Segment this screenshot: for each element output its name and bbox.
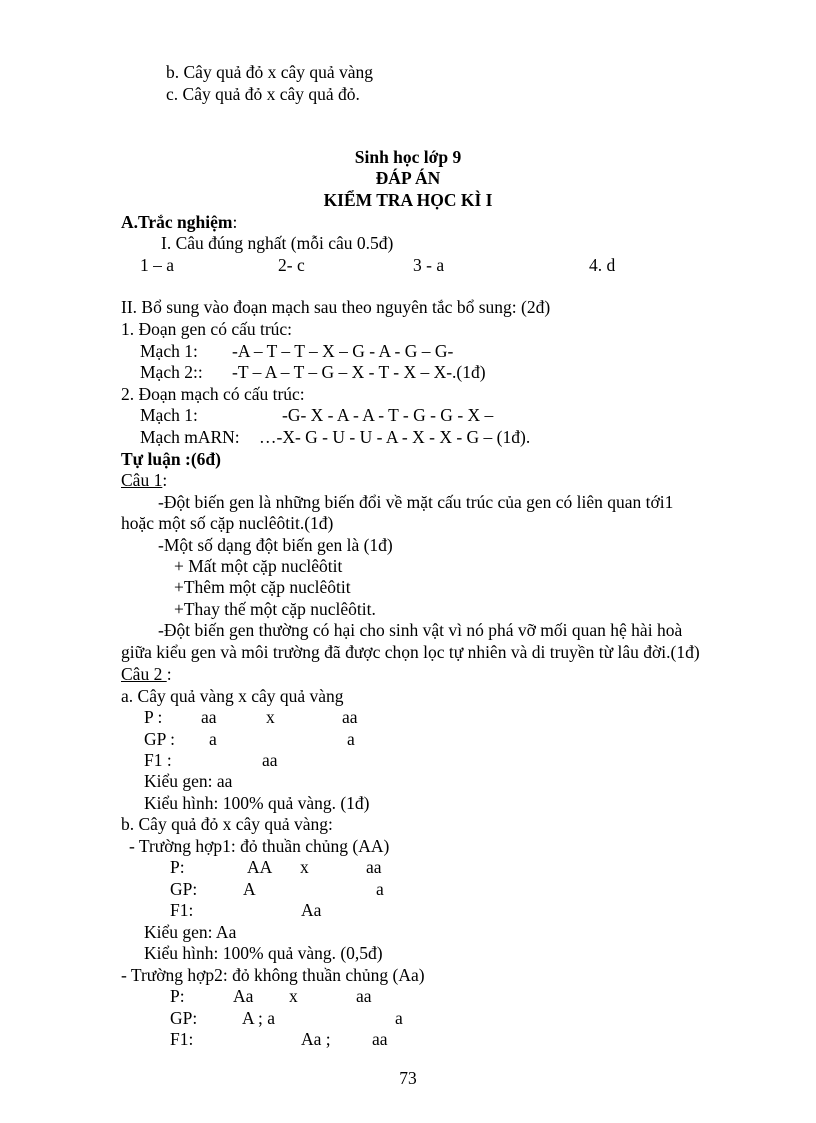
- case-b1-title: - Trường hợp1: đỏ thuần chủng (AA): [129, 836, 390, 856]
- case-a-p-label: P :: [144, 707, 163, 727]
- mach2-sequence: -T – A – T – G – X - T - X – X-.(1đ): [232, 362, 486, 382]
- case-a-genotype: Kiểu gen: aa: [144, 771, 233, 791]
- case-b2-f1-offspring-1: Aa ;: [301, 1029, 331, 1049]
- section-1-title: I. Câu đúng nghất (mỗi câu 0.5đ): [161, 233, 394, 253]
- exam-title: KIỂM TRA HỌC KÌ I: [323, 190, 493, 210]
- mach1-sequence: -A – T – T – X – G - A - G – G-: [232, 341, 454, 361]
- case-a-f1-offspring: aa: [262, 750, 278, 770]
- case-b-title: b. Cây quả đỏ x cây quả vàng:: [121, 814, 333, 834]
- answer-1: 1 – a: [140, 255, 175, 275]
- segment-mach1-sequence: -G- X - A - A - T - G - G - X –: [282, 405, 494, 425]
- case-b1-genotype: Kiểu gen: Aa: [144, 922, 237, 942]
- case-b2-p-parent-2: aa: [356, 986, 372, 1006]
- case-b1-phenotype: Kiểu hình: 100% quả vàng. (0,5đ): [144, 943, 383, 963]
- question-2-heading: [121, 664, 172, 685]
- question-1-label: Câu 1: [121, 470, 163, 490]
- case-b1-gp-label: GP:: [170, 879, 198, 899]
- q1-line-5: giữa kiểu gen và môi trường đã được chọn lọc tự nhiên và di truyền từ lâu đời.(1đ): [121, 642, 700, 662]
- case-b2-gp-gamete-2: a: [395, 1008, 403, 1028]
- case-b2-p-parent-1: Aa: [233, 986, 254, 1006]
- case-a-p-parent-2: aa: [342, 707, 358, 727]
- case-b2-p-label: P:: [170, 986, 185, 1006]
- question-1-heading: [121, 470, 167, 491]
- q1-line-2: hoặc một số cặp nuclêôtit.(1đ): [121, 513, 334, 533]
- part-a-colon: :: [232, 212, 238, 232]
- case-b2-gp-gametes-1: A ; a: [242, 1008, 276, 1028]
- answer-title: ĐÁP ÁN: [375, 168, 441, 188]
- part-a-heading: [121, 212, 237, 233]
- marn-label: Mạch mARN:: [140, 427, 240, 447]
- case-a-gp-label: GP :: [144, 729, 175, 749]
- case-b1-p-label: P:: [170, 857, 185, 877]
- gen-structure-title: 1. Đoạn gen có cấu trúc:: [121, 319, 293, 339]
- q1-item-1: + Mất một cặp nuclêôtit: [174, 556, 343, 576]
- part-b-title: Tự luận :(6đ): [121, 449, 221, 469]
- part-a-title: A.Trắc nghiệm: [121, 212, 233, 232]
- case-b1-f1-label: F1:: [170, 900, 194, 920]
- q1-line-3: -Một số dạng đột biến gen là (1đ): [158, 535, 393, 555]
- case-a-gp-gamete-2: a: [347, 729, 355, 749]
- case-a-phenotype: Kiểu hình: 100% quả vàng. (1đ): [144, 793, 370, 813]
- answer-2: 2- c: [278, 255, 305, 275]
- question-2-label: Câu 2: [121, 664, 167, 684]
- answer-3: 3 - a: [413, 255, 445, 275]
- case-b1-gp-gamete-2: a: [376, 879, 384, 899]
- case-b2-p-cross: x: [289, 986, 298, 1006]
- case-b2-title: - Trường hợp2: đỏ không thuần chủng (Aa): [121, 965, 425, 985]
- q1-line-4: -Đột biến gen thường có hại cho sinh vật vì nó phá vỡ mối quan hệ hài hoà: [158, 620, 683, 640]
- case-a-f1-label: F1 :: [144, 750, 172, 770]
- case-a-title: a. Cây quả vàng x cây quả vàng: [121, 686, 344, 706]
- case-b1-f1-offspring: Aa: [301, 900, 322, 920]
- marn-sequence: …-X- G - U - U - A - X - X - G – (1đ).: [259, 427, 531, 447]
- section-2-title: II. Bổ sung vào đoạn mạch sau theo nguyên tắc bổ sung: (2đ): [121, 297, 551, 317]
- question-1-colon: :: [162, 470, 168, 490]
- subject-title: Sinh học lớp 9: [354, 147, 462, 167]
- case-a-p-cross: x: [266, 707, 275, 727]
- segment-structure-title: 2. Đoạn mạch có cấu trúc:: [121, 384, 305, 404]
- q1-item-2: +Thêm một cặp nuclêôtit: [174, 577, 351, 597]
- option-b: b. Cây quả đỏ x cây quả vàng: [166, 62, 374, 82]
- mach1-label: Mạch 1:: [140, 341, 198, 361]
- option-c: c. Cây quả đỏ x cây quả đỏ.: [166, 84, 360, 104]
- case-b2-f1-offspring-2: aa: [372, 1029, 388, 1049]
- case-b1-p-cross: x: [300, 857, 309, 877]
- q1-line-1: -Đột biến gen là những biến đổi về mặt cấu trúc của gen có liên quan tới1: [158, 492, 674, 512]
- case-b2-f1-label: F1:: [170, 1029, 194, 1049]
- case-b1-gp-gamete-1: A: [243, 879, 256, 899]
- segment-mach1-label: Mạch 1:: [140, 405, 198, 425]
- question-2-colon: :: [166, 664, 172, 684]
- case-a-p-parent-1: aa: [201, 707, 217, 727]
- mach2-label: Mạch 2::: [140, 362, 203, 382]
- case-b1-p-parent-2: aa: [366, 857, 382, 877]
- page-number: 73: [399, 1068, 417, 1088]
- case-a-gp-gamete-1: a: [209, 729, 217, 749]
- q1-item-3: +Thay thế một cặp nuclêôtit.: [174, 599, 376, 619]
- case-b2-gp-label: GP:: [170, 1008, 198, 1028]
- case-b1-p-parent-1: AA: [247, 857, 273, 877]
- answer-4: 4. d: [589, 255, 616, 275]
